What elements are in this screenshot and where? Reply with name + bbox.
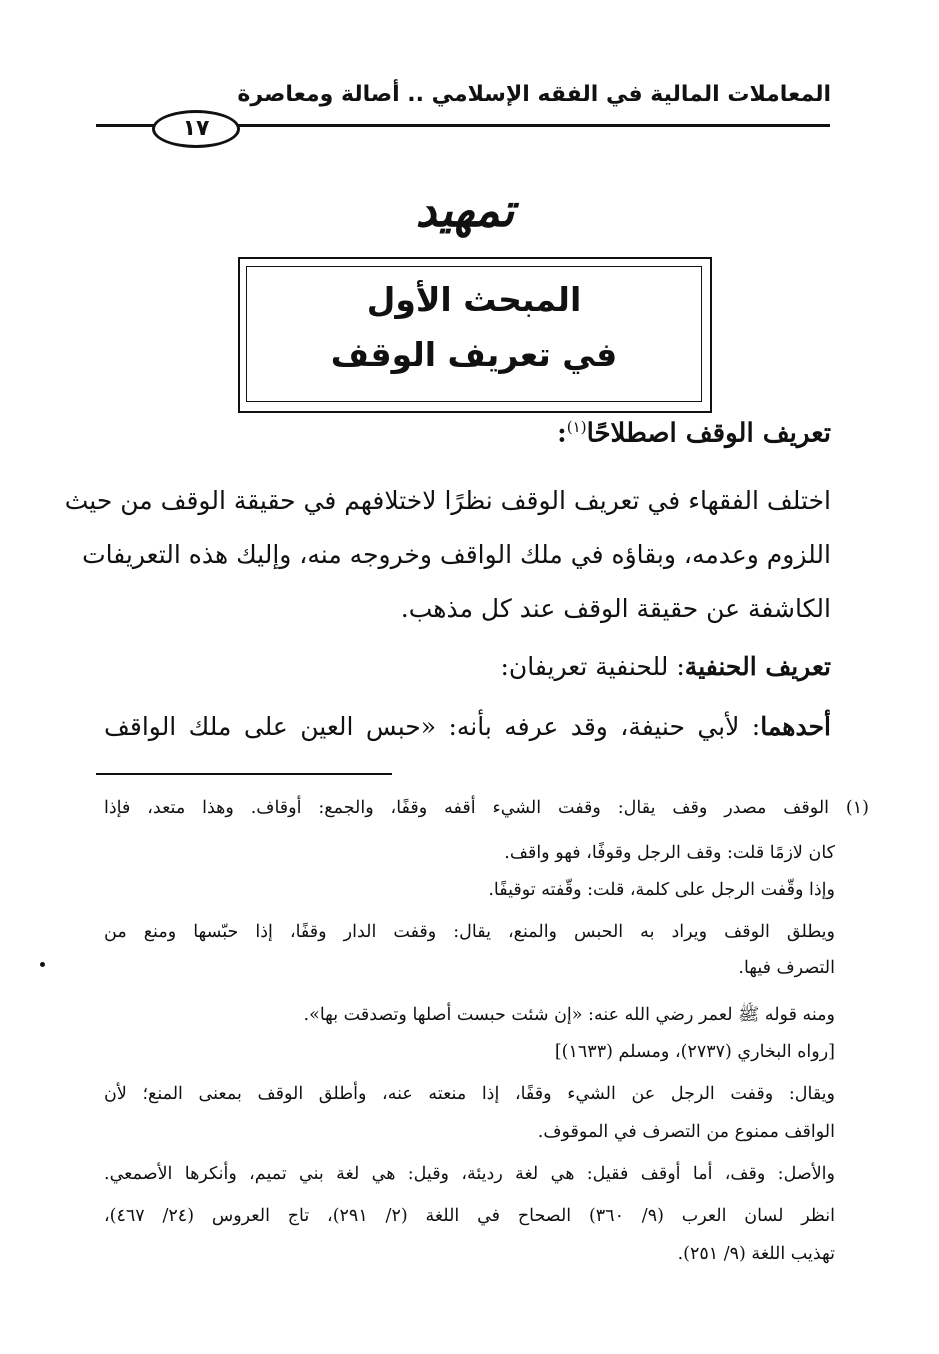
footnote-line: [رواه البخاري (٢٧٣٧)، ومسلم (١٦٣٣)] — [554, 1042, 835, 1062]
hanafi-text: : للحنفية تعريفان: — [500, 652, 685, 681]
first-label: أحدهما — [760, 712, 831, 741]
section-title: تمهيد — [415, 183, 515, 237]
footnote-line: الواقف ممنوع من التصرف في الموقوف. — [537, 1122, 835, 1142]
footnote-line: ويقال: وقفت الرجل عن الشيء وقفًا، إذا منعته عنه، وأطلق الوقف بمعنى المنع؛ لأن — [104, 1084, 835, 1104]
footnote-marker: (١) — [566, 418, 587, 436]
footnote-line: ويطلق الوقف ويراد به الحبس والمنع، يقال: وقفت الدار وقفًا، إذا حبّسها ومنع من — [104, 922, 835, 942]
footnote-line: (١) الوقف مصدر وقف يقال: وقفت الشيء أقفه وقفًا، والجمع: أوقاف. وهذا متعد، فإذا — [104, 798, 869, 818]
definition-heading — [557, 418, 831, 449]
page-number: ١٧ — [152, 110, 240, 148]
hanafi-definition — [500, 652, 831, 681]
paragraph-line: اختلف الفقهاء في تعريف الوقف نظرًا لاختلافهم في حقيقة الوقف من حيث — [64, 486, 831, 515]
footnote-line: والأصل: وقف، أما أوقف فقيل: هي لغة رديئة، وقيل: هي لغة بني تميم، وأنكرها الأصمعي. — [104, 1164, 835, 1184]
paragraph-line: الكاشفة عن حقيقة الوقف عند كل مذهب. — [400, 594, 831, 623]
footnote-line: وإذا وقّفت الرجل على كلمة، قلت: وقّفته توقيفًا. — [488, 880, 835, 900]
first-definition — [104, 712, 831, 741]
footnote-line: تهذيب اللغة (٩/ ٢٥١). — [677, 1244, 835, 1264]
chapter-title: المبحث الأول — [366, 280, 582, 319]
footnote-line: التصرف فيها. — [738, 958, 835, 978]
footnote-line: انظر لسان العرب (٩/ ٣٦٠) الصحاح في اللغة (٢/ ٢٩١)، تاج العروس (٢٤/ ٤٦٧)، — [104, 1206, 835, 1226]
paragraph-line: اللزوم وعدمه، وبقاؤه في ملك الواقف وخروجه منه، وإليك هذه التعريفات — [82, 540, 831, 569]
first-text: : لأبي حنيفة، وقد عرفه بأنه: «حبس العين على ملك الواقف — [104, 712, 761, 741]
footnote-rule — [96, 773, 392, 775]
heading-colon: : — [557, 418, 567, 449]
heading-text: تعريف الوقف اصطلاحًا — [586, 418, 831, 449]
chapter-subtitle: في تعريف الوقف — [330, 335, 618, 374]
running-title: المعاملات المالية في الفقه الإسلامي .. أصالة ومعاصرة — [237, 82, 831, 107]
footnote-line: كان لازمًا قلت: وقف الرجل وقوفًا، فهو واقف. — [504, 843, 835, 863]
footnote-line: ومنه قوله ﷺ لعمر رضي الله عنه: «إن شئت حبست أصلها وتصدقت بها». — [303, 1005, 835, 1025]
scan-speck — [40, 962, 45, 967]
hanafi-label: تعريف الحنفية — [684, 652, 831, 681]
